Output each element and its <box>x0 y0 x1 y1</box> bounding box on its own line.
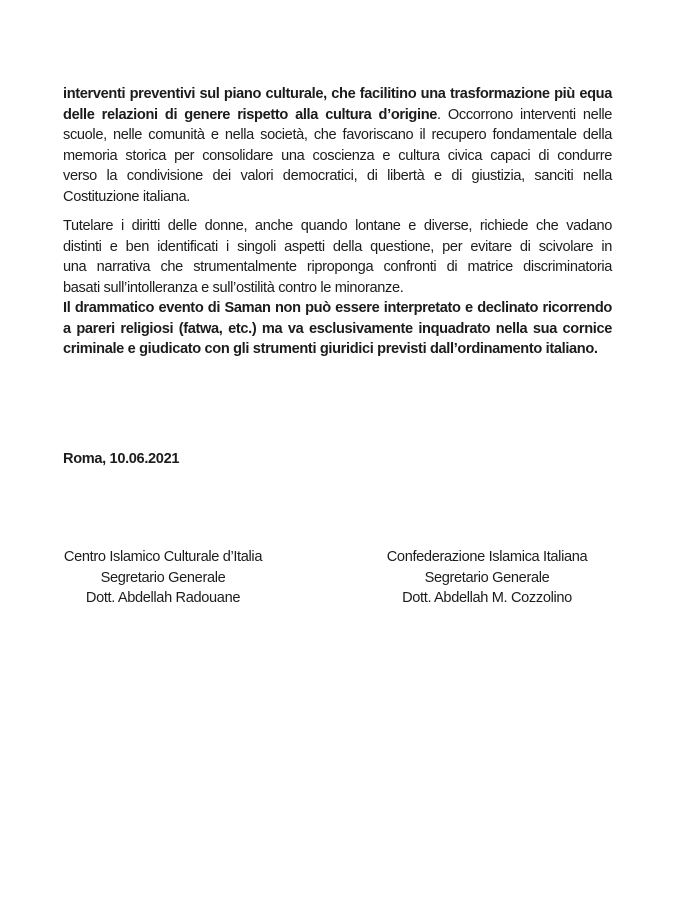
text-run: una narrativa che strumentalmente riproponga confronti di matrice discriminatoria <box>63 259 612 275</box>
text-run: . Occorrono interventi nelle <box>437 106 612 123</box>
dateline: Roma, 10.06.2021 <box>63 450 180 467</box>
signature-block-right <box>362 547 612 609</box>
text-line <box>63 237 612 258</box>
paragraph-2 <box>63 216 612 360</box>
signature-block-left <box>63 547 263 609</box>
paragraph-1 <box>63 84 612 207</box>
text-line <box>63 257 612 278</box>
text-line <box>63 105 612 126</box>
bold-text-run: Il drammatico evento di Saman non può essere interpretato e declinato ricorrendo <box>63 300 612 316</box>
bold-text-run: delle relazioni di genere rispetto alla cultura d’origine <box>63 106 438 123</box>
text-line <box>63 278 612 299</box>
text-run: scuole, nelle comunità e nella società, che favoriscano il recupero fondamentale della <box>63 127 612 143</box>
signature-section <box>63 547 612 609</box>
text-line <box>63 125 612 146</box>
bold-text-run: a pareri religiosi (fatwa, etc.) ma va esclusivamente inquadrato nella sua cornice <box>63 320 612 337</box>
bold-text-run: interventi preventivi sul piano culturale, che facilitino una trasformazione più equa <box>63 86 612 102</box>
signature-role: Segretario Generale <box>100 569 226 586</box>
bold-text-run: criminale e giudicato con gli strumenti giuridici previsti dall’ordinamento italiano. <box>63 341 598 357</box>
text-line <box>63 216 612 237</box>
text-line <box>63 298 612 319</box>
text-run: verso la condivisione dei valori democratici, di libertà e di giustizia, sanciti nella <box>63 168 612 184</box>
signature-name: Dott. Abdellah M. Cozzolino <box>402 590 572 606</box>
text-line <box>63 166 612 187</box>
signature-organization: Centro Islamico Culturale d’Italia <box>63 549 263 565</box>
text-line <box>63 84 612 105</box>
signature-name: Dott. Abdellah Radouane <box>85 590 241 606</box>
text-line <box>63 339 612 360</box>
text-line <box>63 187 612 208</box>
text-run: distinti e ben identificati i singoli aspetti della questione, per evitare di scivolare in <box>63 238 612 255</box>
signature-role: Segretario Generale <box>424 569 550 586</box>
signature-organization: Confederazione Islamica Italiana <box>386 549 588 565</box>
text-line <box>63 146 612 167</box>
text-run: basati sull’intolleranza e sull’ostilità contro le minoranze. <box>63 279 404 296</box>
text-run: Tutelare i diritti delle donne, anche quando lontane e diverse, richiede che vadano <box>63 218 612 234</box>
text-line <box>63 319 612 340</box>
text-run: memoria storica per consolidare una coscienza e cultura civica capaci di condurre <box>63 147 612 164</box>
text-run: Costituzione italiana. <box>63 188 190 205</box>
